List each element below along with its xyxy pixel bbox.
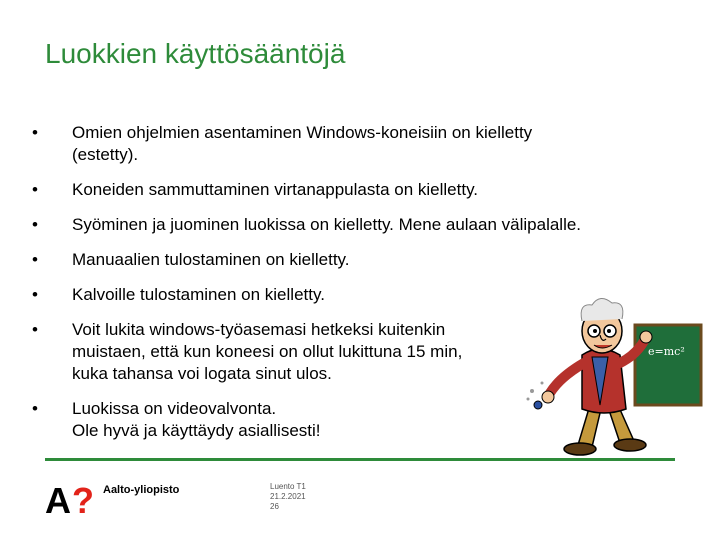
professor-chalkboard-illustration (520, 285, 705, 460)
footer-divider (45, 458, 675, 461)
bullet-dot: • (32, 123, 38, 142)
bullet-text: (estetty). (72, 145, 139, 164)
footer-date: 21.2.2021 (270, 492, 306, 501)
bullet-text: Manuaalien tulostaminen on kielletty. (72, 250, 350, 269)
slide-title: Luokkien käyttösääntöjä (45, 38, 346, 69)
bullet-item (32, 122, 581, 166)
slide-footer (270, 482, 306, 512)
bullet-dot: • (32, 399, 38, 418)
bullet-text: muistaen, että kun koneesi on ollut lukittuna 15 min, (72, 342, 463, 361)
bullet-text: Voit lukita windows-työasemasi hetkeksi kuitenkin (72, 320, 446, 339)
bullet-text: Luokissa on videovalvonta. (72, 399, 277, 418)
logo-text: Aalto-yliopisto (103, 484, 180, 496)
bullet-text: Syöminen ja juominen luokissa on kielletty. Mene aulaan välipalalle. (72, 215, 582, 234)
bullet-dot: • (32, 215, 38, 234)
bullet-dot: • (32, 250, 38, 269)
bullet-text: Ole hyvä ja käyttäydy asiallisesti! (72, 421, 321, 440)
bullet-text: kuka tahansa voi logata sinut ulos. (72, 364, 332, 383)
bullet-item (32, 214, 581, 236)
bullet-list (32, 122, 581, 455)
bullet-dot: • (32, 320, 38, 339)
bullet-dot: • (32, 180, 38, 199)
bullet-text: Omien ohjelmien asentaminen Windows-koneisiin on kielletty (72, 123, 533, 142)
bullet-text: Kalvoille tulostaminen on kielletty. (72, 285, 325, 304)
bullet-item (32, 284, 581, 306)
footer-lecture: Luento T1 (270, 482, 306, 491)
board-formula: e=mc² (648, 345, 685, 358)
bullet-text: Koneiden sammuttaminen virtanappulasta on kielletty. (72, 180, 479, 199)
bullet-dot: • (32, 285, 38, 304)
logo-mark-a: A (45, 480, 71, 520)
bullet-item (32, 249, 581, 271)
bullet-item (32, 179, 581, 201)
logo-mark-q: ? (72, 480, 94, 520)
bullet-item (32, 398, 581, 442)
bullet-item (32, 319, 581, 385)
footer-page-number: 26 (270, 502, 279, 511)
